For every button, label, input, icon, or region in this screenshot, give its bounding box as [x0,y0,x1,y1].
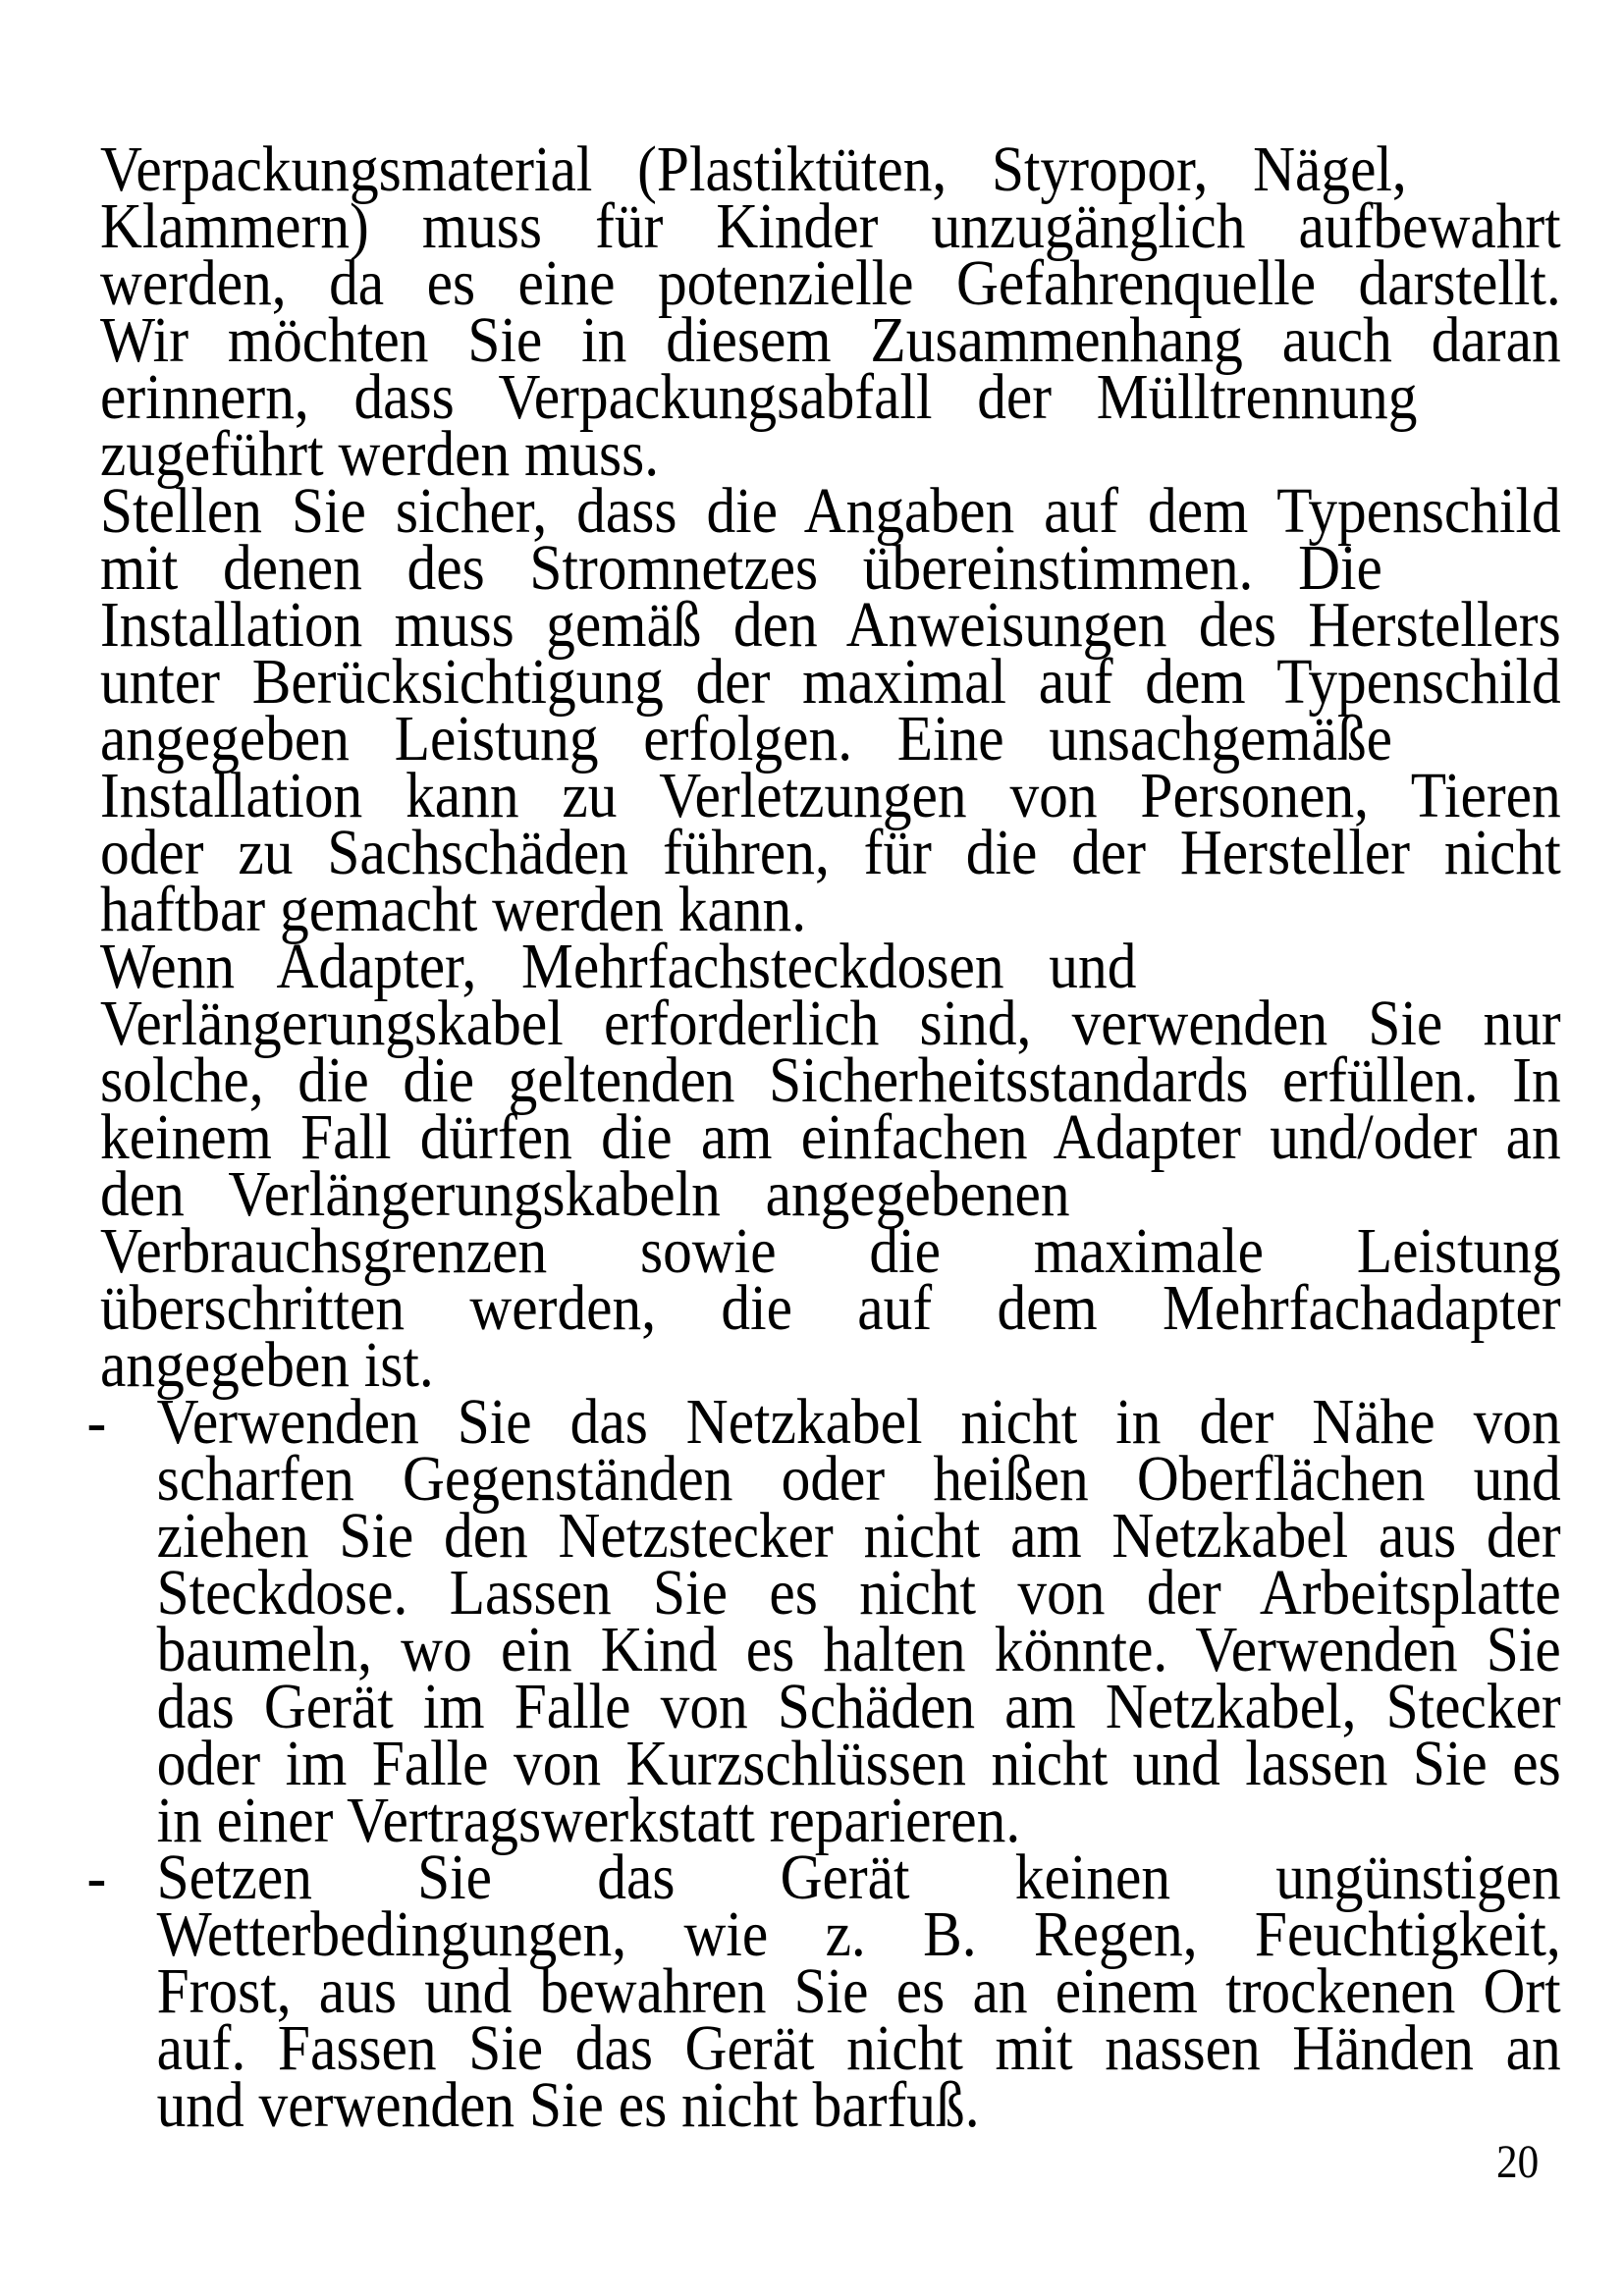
text-line: Verlängerungskabel erforderlich sind, verwenden Sie nur [100,988,1561,1059]
text-line: keinem Fall dürfen die am einfachen Adapter und/oder an [100,1101,1561,1173]
text-line: das Gerät im Falle von Schäden am Netzkabel, Stecker [156,1671,1561,1742]
text-line: angegeben ist. [100,1329,434,1401]
paragraph [100,931,1561,1401]
list-item [86,1842,1561,2141]
text-line: Wenn Adapter, Mehrfachsteckdosen und [100,931,1137,1002]
text-line: baumeln, wo ein Kind es halten könnte. Verwenden Sie [156,1614,1561,1685]
text-line: Stellen Sie sicher, dass die Angaben auf dem Typenschild [100,475,1561,547]
paragraph [100,133,1561,490]
text-line: Verbrauchsgrenzen sowie die maximale Leistung [100,1215,1561,1287]
text-line: zugeführt werden muss. [100,418,660,490]
text-line: scharfen Gegenständen oder heißen Oberflächen und [156,1443,1561,1515]
text-line: ziehen Sie den Netzstecker nicht am Netzkabel aus der [156,1500,1561,1572]
text-line: Verpackungsmaterial (Plastiktüten, Styropor, Nägel, [100,133,1407,205]
text-line: Steckdose. Lassen Sie es nicht von der Arbeitsplatte [156,1557,1561,1629]
text-line: erinnern, dass Verpackungsabfall der Mülltrennung [100,361,1418,433]
text-line: Installation kann zu Verletzungen von Personen, Tieren [100,760,1561,831]
text-line: oder im Falle von Kurzschlüssen nicht und lassen Sie es [156,1728,1561,1799]
text-line: Wir möchten Sie in diesem Zusammenhang auch daran [100,304,1561,376]
text-line: Frost, aus und bewahren Sie es an einem trockenen Ort [156,1955,1561,2027]
text-line: solche, die die geltenden Sicherheitsstandards erfüllen. In [100,1044,1561,1116]
bullet-dash: - [86,1842,107,1913]
list-item [86,1386,1561,1856]
text-line: den Verlängerungskabeln angegebenen [100,1158,1070,1230]
text-line: unter Berücksichtigung der maximal auf dem Typenschild [100,646,1561,718]
text-line: auf. Fassen Sie das Gerät nicht mit nassen Händen an [156,2012,1561,2084]
text-line: mit denen des Stromnetzes übereinstimmen. Die [100,532,1382,604]
text-line: werden, da es eine potenzielle Gefahrenquelle darstellt. [100,247,1561,319]
text-line: angegeben Leistung erfolgen. Eine unsachgemäße [100,703,1393,774]
text-line: Verwenden Sie das Netzkabel nicht in der Nähe von [156,1386,1561,1458]
text-blocks [86,133,1561,2141]
bullet-dash: - [86,1386,107,1458]
paragraph [100,475,1561,945]
text-line: Klammern) muss für Kinder unzugänglich aufbewahrt [100,190,1561,262]
text-line: und verwenden Sie es nicht barfuß. [156,2069,980,2141]
text-column [86,133,1561,2191]
text-line: oder zu Sachschäden führen, für die der Hersteller nicht [100,817,1561,888]
text-line: haftbar gemacht werden kann. [100,874,807,945]
text-line: Setzen Sie das Gerät keinen ungünstigen [156,1842,1561,1913]
text-line: in einer Vertragswerkstatt reparieren. [156,1785,1021,1856]
text-line: Installation muss gemäß den Anweisungen des Herstellers [100,589,1561,661]
text-line: Wetterbedingungen, wie z. B. Regen, Feuchtigkeit, [156,1898,1561,1970]
text-line: überschritten werden, die auf dem Mehrfachadapter [100,1272,1561,1344]
page-number: 20 [1496,2136,1540,2188]
